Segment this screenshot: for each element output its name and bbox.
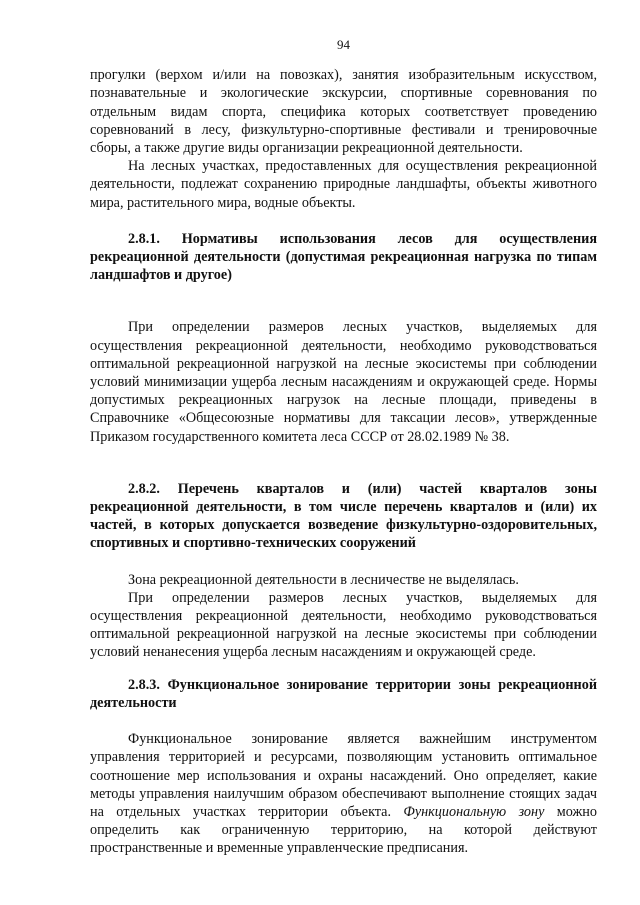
paragraph-recreation-norms: При определении размеров лесных участков, выделяемых для осуществления рекреационной деятельности, необходимо руководствоваться оптимальной рекреационной нагрузкой на лесные экосистемы при соблюдении условий минимизации ущерба лесным насаждениям и окружающей среде. Нормы допустимых рекреационных нагрузок на лесные площади, приведены в Справочнике «Общесоюзные нормативы для таксации лесов», утвержденные Приказом государственного комитета леса СССР от 28.02.1989 № 38. [90, 319, 597, 445]
paragraph-plot-sizes: При определении размеров лесных участков, выделяемых для осуществления рекреационной деятельности, необходимо руководствоваться оптимальной рекреационной нагрузкой на лесные экосистемы при соблюдении условий ненанесения ущерба лесным насаждениям и окружающей среде. [90, 589, 597, 661]
paragraph-functional-zoning [90, 730, 597, 857]
paragraph-preserved-objects: На лесных участках, предоставленных для осуществления рекреационной деятельности, подлежат сохранению природные ландшафты, объекты животного мира, растительного мира, водные объекты. [90, 158, 597, 211]
section-heading-2-8-1: 2.8.1. Нормативы использования лесов для осуществления рекреационной деятельности (допустимая рекреационная нагрузка по типам ландшафтов и другое) [90, 230, 597, 284]
section-heading-2-8-2: 2.8.2. Перечень кварталов и (или) частей кварталов зоны рекреационной деятельности, в том числе перечень кварталов и (или) их частей, в которых допускается возведение физкультурно-оздоровительных, спортивных и спортивно-технических сооружений [90, 480, 597, 552]
section-heading-2-8-3: 2.8.3. Функциональное зонирование территории зоны рекреационной деятельности [90, 676, 597, 711]
zoning-term-italic: Функциональную зону [403, 803, 545, 820]
paragraph-zone-not-allocated: Зона рекреационной деятельности в лесничестве не выделялась. [128, 571, 519, 588]
zoning-text-start: Функциональное зонирование является важнейшим инструментом управления территорией и ресурсами, позволяющим установить оптимальное соотношение мер использования и охраны насаждений. Оно определяет, какие методы управления наилучшим образом обеспечивают выполнение стоящих задач на отдельных участках территории объекта. [90, 731, 597, 820]
paragraph-activities-list: прогулки (верхом и/или на повозках), занятия изобразительным искусством, познавательные и экологические экскурсии, спортивные соревнования по отдельным видам спорта, специфика которых соответствует проведению соревнований в лесу, физкультурно-спортивные фестивали и тренировочные сборы, а также другие виды организации рекреационной деятельности. [90, 67, 597, 157]
zoning-text-end: можно определить как ограниченную территорию, на которой действуют пространственные и временные управленческие предписания. [90, 803, 597, 857]
page-number: 94 [337, 37, 350, 52]
